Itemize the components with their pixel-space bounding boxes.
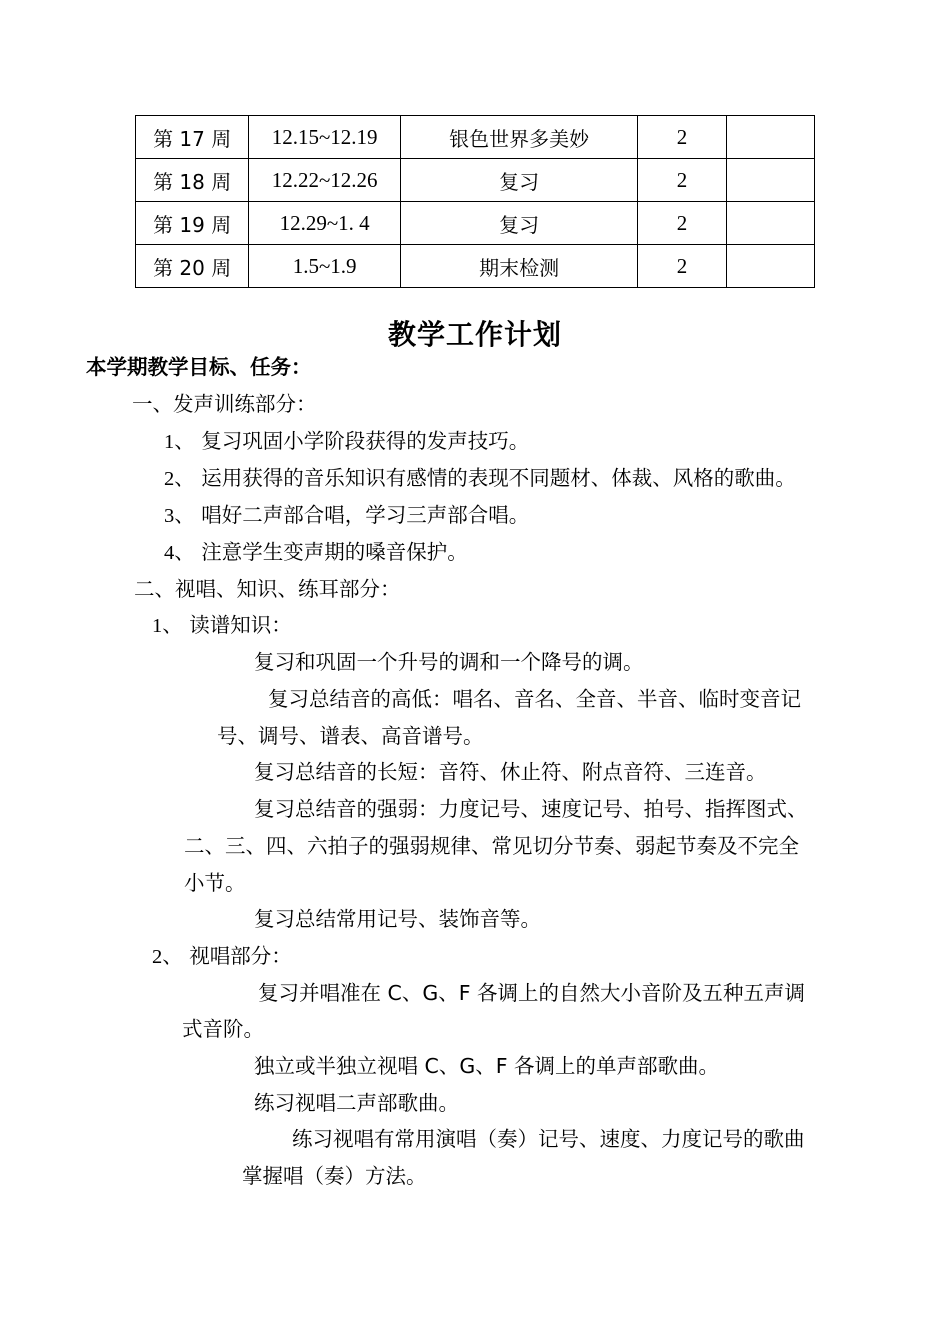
paragraph: 复习并唱准在 C、G、F 各调上的自然大小音阶及五种五声调 <box>258 981 806 1005</box>
paragraph: 复习和巩固一个升号的调和一个降号的调。 <box>254 650 644 674</box>
list-item <box>164 465 796 492</box>
note-cell <box>726 159 814 202</box>
section1-title: 一、发声训练部分： <box>132 392 317 416</box>
subsection-title <box>152 943 292 970</box>
item-number: 3、 <box>164 505 195 527</box>
paragraph-continuation: 小节。 <box>184 871 246 895</box>
paragraph: 复习总结音的长短：音符、休止符、附点音符、三连音。 <box>254 760 767 784</box>
list-item <box>164 502 529 529</box>
week-cell: 第 18 周 <box>136 159 249 202</box>
paragraph-continuation: 式音阶。 <box>182 1017 264 1041</box>
paragraph: 复习总结音的高低：唱名、音名、全音、半音、临时变音记 <box>268 687 801 711</box>
note-cell <box>726 202 814 245</box>
section2-title: 二、视唱、知识、练耳部分： <box>134 577 401 601</box>
week-cell: 第 19 周 <box>136 202 249 245</box>
dates-cell: 1.5~1.9 <box>249 245 401 288</box>
dates-cell: 12.29~1. 4 <box>249 202 401 245</box>
item-text: 读谱知识： <box>189 613 292 637</box>
content-cell: 复习 <box>400 202 637 245</box>
subsection-title <box>152 612 292 639</box>
paragraph-continuation: 掌握唱（奏）方法。 <box>242 1164 427 1188</box>
content-cell: 复习 <box>400 159 637 202</box>
item-text: 唱好二声部合唱，学习三声部合唱。 <box>201 503 530 527</box>
item-number: 2、 <box>152 946 183 968</box>
note-cell <box>726 116 814 159</box>
item-number: 1、 <box>164 431 195 453</box>
item-text: 运用获得的音乐知识有感情的表现不同题材、体裁、风格的歌曲。 <box>201 466 796 490</box>
dates-cell: 12.22~12.26 <box>249 159 401 202</box>
hours-cell: 2 <box>638 245 726 288</box>
dates-cell: 12.15~12.19 <box>249 116 401 159</box>
paragraph-continuation: 号、调号、谱表、高音谱号。 <box>217 724 484 748</box>
table-row <box>136 159 815 202</box>
paragraph: 复习总结常用记号、装饰音等。 <box>254 907 541 931</box>
page-title: 教学工作计划 <box>387 318 562 351</box>
list-item <box>164 539 468 566</box>
list-item <box>164 428 529 455</box>
table-row <box>136 245 815 288</box>
week-cell: 第 17 周 <box>136 116 249 159</box>
schedule-table <box>135 115 815 288</box>
paragraph: 复习总结音的强弱：力度记号、速度记号、拍号、指挥图式、 <box>254 797 808 821</box>
hours-cell: 2 <box>638 202 726 245</box>
item-number: 2、 <box>164 468 195 490</box>
item-number: 4、 <box>164 542 195 564</box>
table-row <box>136 116 815 159</box>
paragraph: 练习视唱有常用演唱（奏）记号、速度、力度记号的歌曲 <box>292 1127 805 1151</box>
content-cell: 期末检测 <box>400 245 637 288</box>
week-cell: 第 20 周 <box>136 245 249 288</box>
item-text: 复习巩固小学阶段获得的发声技巧。 <box>201 429 530 453</box>
paragraph: 练习视唱二声部歌曲。 <box>254 1091 459 1115</box>
item-text: 视唱部分： <box>189 944 292 968</box>
note-cell <box>726 245 814 288</box>
item-number: 1、 <box>152 615 183 637</box>
hours-cell: 2 <box>638 159 726 202</box>
paragraph: 独立或半独立视唱 C、G、F 各调上的单声部歌曲。 <box>254 1054 720 1078</box>
content-cell: 银色世界多美妙 <box>400 116 637 159</box>
table-row <box>136 202 815 245</box>
goals-heading: 本学期教学目标、任务： <box>86 355 312 379</box>
hours-cell: 2 <box>638 116 726 159</box>
paragraph-continuation: 二、三、四、六拍子的强弱规律、常见切分节奏、弱起节奏及不完全 <box>184 834 799 858</box>
item-text: 注意学生变声期的嗓音保护。 <box>201 540 468 564</box>
